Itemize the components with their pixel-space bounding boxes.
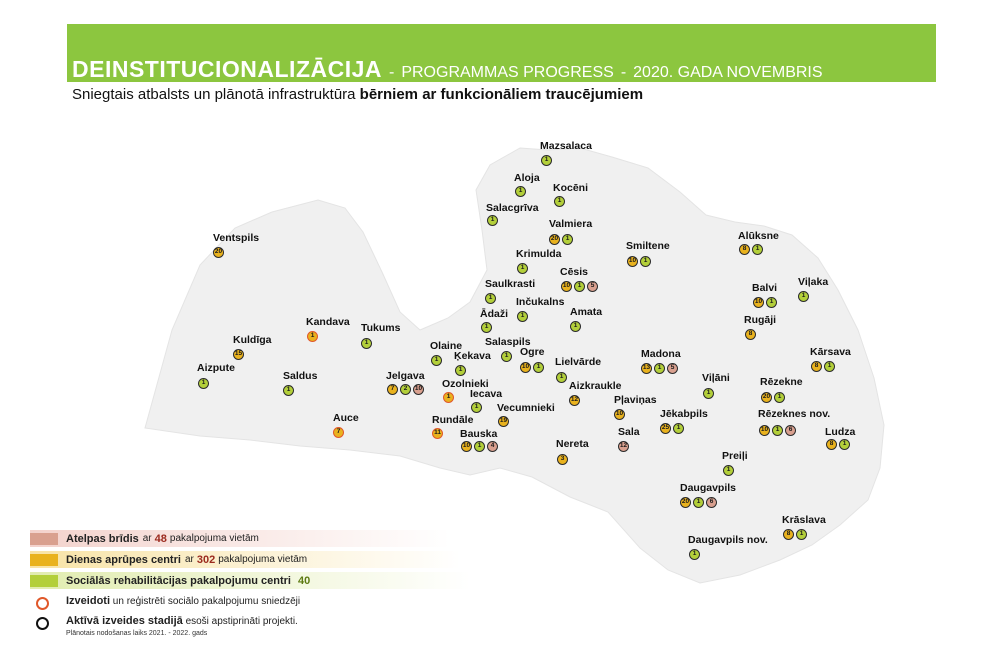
established-circle-icon	[36, 597, 49, 610]
legend-note: Plānotais nodošanas laiks 2021. - 2022. gads	[66, 630, 208, 637]
rehab-marker: 1	[541, 155, 552, 166]
legend-respite-swatch	[30, 533, 58, 545]
daycare-marker: 8	[739, 244, 750, 255]
legend-established	[66, 595, 300, 607]
rehab-marker: 1	[654, 363, 665, 374]
city-markers-aizpute	[198, 378, 209, 389]
rehab-marker: 1	[517, 311, 528, 322]
city-label-vilaka: Viļaka	[798, 276, 829, 288]
city-label-aluksne: Alūksne	[738, 230, 779, 242]
daycare-marker: 13	[641, 363, 652, 374]
respite-marker: 12	[618, 441, 629, 452]
city-markers-rugaji	[745, 329, 756, 340]
rehab-marker: 1	[723, 465, 734, 476]
city-label-ludza: Ludza	[825, 426, 856, 438]
city-label-jelgava: Jelgava	[386, 370, 425, 382]
rehab-marker: 1	[689, 549, 700, 560]
city-label-salaspils: Salaspils	[485, 336, 531, 348]
daycare-marker: 8	[783, 529, 794, 540]
daycare-marker: 20	[213, 247, 224, 258]
city-markers-kekava	[455, 365, 466, 376]
legend-active	[66, 615, 298, 627]
respite-marker: 5	[667, 363, 678, 374]
legend-respite-count: 48	[154, 532, 167, 545]
legend-rehab-count: 40	[297, 574, 311, 587]
city-markers-ventspils	[213, 247, 224, 258]
rehab-marker: 1	[839, 439, 850, 450]
respite-marker: 10	[413, 384, 424, 395]
subtitle-bold: bērniem ar funkcionāliem traucējumiem	[359, 86, 644, 103]
daycare-marker: 10	[753, 297, 764, 308]
city-label-aloja: Aloja	[514, 172, 540, 184]
rehab-marker: 2	[400, 384, 411, 395]
rehab-marker: 1	[798, 291, 809, 302]
city-markers-bauska	[461, 441, 498, 452]
city-label-plavinas: Pļaviņas	[614, 394, 657, 406]
rehab-marker: 1	[455, 365, 466, 376]
rehab-marker: 1	[533, 362, 544, 373]
rehab-marker: 1	[481, 322, 492, 333]
city-markers-valmiera	[549, 234, 573, 245]
city-markers-saldus	[283, 385, 294, 396]
respite-marker: 6	[706, 497, 717, 508]
legend-active-label: Aktīvā izveides stadijā	[66, 615, 183, 627]
city-label-saldus: Saldus	[283, 370, 318, 382]
city-markers-auce	[333, 427, 344, 438]
respite-marker: 4	[487, 441, 498, 452]
daycare-marker: 10	[759, 425, 770, 436]
rehab-marker: 1	[796, 529, 807, 540]
city-label-krimulda: Krimulda	[516, 248, 562, 260]
city-markers-koceni	[554, 196, 565, 207]
title-separator: -	[389, 64, 395, 81]
daycare-marker: 7	[387, 384, 398, 395]
city-markers-preili	[723, 465, 734, 476]
city-markers-tukums	[361, 338, 372, 349]
city-markers-salacgriva	[487, 215, 498, 226]
city-label-salacgriva: Salacgrīva	[486, 202, 539, 214]
city-label-vecumnieki: Vecumnieki	[497, 402, 555, 414]
city-label-ogre: Ogre	[520, 346, 545, 358]
legend-daycare-after: pakalpojuma vietām	[218, 554, 308, 565]
daycare-marker: 8	[811, 361, 822, 372]
city-label-kuldiga: Kuldīga	[233, 334, 272, 346]
city-markers-daugavpils	[680, 497, 717, 508]
city-label-adazi: Ādaži	[480, 308, 509, 320]
respite-marker: 6	[785, 425, 796, 436]
city-markers-rezekne	[761, 392, 785, 403]
daycare-marker: 8	[826, 439, 837, 450]
city-markers-balvi	[753, 297, 777, 308]
city-markers-daugavpils-nov	[689, 549, 700, 560]
legend-daycare-label: Dienas aprūpes centri	[66, 553, 181, 566]
city-label-bauska: Bauska	[460, 428, 498, 440]
title-date: 2020. GADA NOVEMBRIS	[633, 64, 823, 81]
city-markers-amata	[570, 321, 581, 332]
rehab-marker: 1	[283, 385, 294, 396]
city-markers-ogre	[520, 362, 544, 373]
daycare-marker: 11	[432, 428, 443, 439]
rehab-marker: 1	[474, 441, 485, 452]
daycare-marker: 10	[561, 281, 572, 292]
rehab-marker: 1	[673, 423, 684, 434]
rehab-marker: 1	[766, 297, 777, 308]
subtitle-plain: Sniegtais atbalsts un plānotā infrastruktūra	[72, 86, 356, 103]
city-markers-kandava	[307, 331, 318, 342]
legend-daycare-before: ar	[184, 554, 194, 565]
city-label-rundale: Rundāle	[432, 414, 474, 426]
city-markers-aluksne	[739, 244, 763, 255]
daycare-marker: 10	[520, 362, 531, 373]
city-markers-mazsalaca	[541, 155, 552, 166]
city-label-lielvarde: Lielvārde	[555, 356, 602, 368]
legend-established-label: Izveidoti	[66, 595, 111, 607]
city-label-ventspils: Ventspils	[213, 232, 260, 244]
city-label-jekabpils: Jēkabpils	[660, 408, 708, 420]
rehab-marker: 1	[752, 244, 763, 255]
city-label-balvi: Balvi	[752, 282, 778, 294]
city-markers-ludza	[826, 439, 850, 450]
title-main: DEINSTITUCIONALIZĀCIJA	[72, 56, 382, 82]
city-markers-aloja	[515, 186, 526, 197]
city-label-daugavpils: Daugavpils	[680, 482, 737, 494]
city-label-ozolnieki: Ozolnieki	[442, 378, 489, 390]
city-label-amata: Amata	[570, 306, 603, 318]
title-separator-2: -	[620, 64, 627, 81]
city-label-smiltene: Smiltene	[626, 240, 670, 252]
rehab-marker: 1	[554, 196, 565, 207]
city-label-incukalns: Inčukalns	[516, 296, 565, 308]
daycare-marker: 8	[745, 329, 756, 340]
city-label-aizpute: Aizpute	[197, 362, 235, 374]
city-label-daugavpils-nov: Daugavpils nov.	[688, 534, 768, 546]
daycare-marker: 10	[627, 256, 638, 267]
rehab-marker: 1	[772, 425, 783, 436]
city-markers-lielvarde	[556, 372, 567, 383]
rehab-marker: 1	[515, 186, 526, 197]
rehab-marker: 1	[556, 372, 567, 383]
city-markers-smiltene	[627, 256, 651, 267]
legend-respite	[30, 530, 259, 547]
city-markers-jekabpils	[660, 423, 684, 434]
city-markers-kuldiga	[233, 349, 244, 360]
daycare-marker: 25	[660, 423, 671, 434]
legend-rehab-label: Sociālās rehabilitācijas pakalpojumu centri	[66, 574, 291, 587]
city-markers-madona	[641, 363, 678, 374]
city-label-rezeknes-nov: Rēzeknes nov.	[758, 408, 831, 420]
rehab-marker: 1	[574, 281, 585, 292]
city-markers-sala	[618, 441, 629, 452]
rehab-marker: 1	[487, 215, 498, 226]
city-markers-krimulda	[517, 263, 528, 274]
daycare-marker: 1	[443, 392, 454, 403]
city-markers-adazi	[481, 322, 492, 333]
city-label-iecava: Iecava	[470, 388, 503, 400]
rehab-marker: 1	[693, 497, 704, 508]
city-label-nereta: Nereta	[556, 438, 589, 450]
city-label-rezekne: Rēzekne	[760, 376, 803, 388]
city-markers-nereta	[557, 454, 568, 465]
active-circle-icon	[36, 617, 49, 630]
city-label-olaine: Olaine	[430, 340, 463, 352]
rehab-marker: 1	[570, 321, 581, 332]
city-markers-vilani	[703, 388, 714, 399]
city-label-kandava: Kandava	[306, 316, 350, 328]
rehab-marker: 1	[501, 351, 512, 362]
city-markers-salaspils	[501, 351, 512, 362]
legend-respite-after: pakalpojuma vietām	[169, 533, 259, 544]
legend-respite-before: ar	[142, 533, 152, 544]
city-label-aizkraukle: Aizkraukle	[569, 380, 622, 392]
city-markers-rundale	[432, 428, 443, 439]
city-label-valmiera: Valmiera	[549, 218, 593, 230]
city-markers-incukalns	[517, 311, 528, 322]
daycare-marker: 20	[761, 392, 772, 403]
city-label-rugaji: Rugāji	[744, 314, 777, 326]
city-label-kraslava: Krāslava	[782, 514, 826, 526]
city-markers-ozolnieki	[443, 392, 454, 403]
city-label-preili: Preiļi	[722, 450, 748, 462]
city-markers-plavinas	[614, 409, 625, 420]
legend-rehab	[30, 572, 313, 589]
daycare-marker: 10	[461, 441, 472, 452]
respite-marker: 5	[587, 281, 598, 292]
city-label-auce: Auce	[333, 412, 359, 424]
city-markers-rezeknes-nov	[759, 425, 796, 436]
rehab-marker: 1	[198, 378, 209, 389]
city-label-cesis: Cēsis	[560, 266, 589, 278]
daycare-marker: 1	[307, 331, 318, 342]
legend-daycare	[30, 551, 307, 568]
daycare-marker: 7	[333, 427, 344, 438]
daycare-marker: 12	[569, 395, 580, 406]
rehab-marker: 1	[361, 338, 372, 349]
city-label-tukums: Tukums	[361, 322, 401, 334]
city-label-sala: Sala	[618, 426, 640, 438]
city-markers-iecava	[471, 402, 482, 413]
rehab-marker: 1	[471, 402, 482, 413]
rehab-marker: 1	[774, 392, 785, 403]
city-label-koceni: Kocēni	[553, 182, 589, 194]
rehab-marker: 1	[703, 388, 714, 399]
legend-respite-label: Atelpas brīdis	[66, 532, 139, 545]
city-markers-cesis	[561, 281, 598, 292]
legend-daycare-count: 302	[196, 553, 216, 566]
city-label-mazsalaca: Mazsalaca	[540, 140, 592, 152]
legend-daycare-swatch	[30, 554, 58, 566]
city-markers-vilaka	[798, 291, 809, 302]
rehab-marker: 1	[640, 256, 651, 267]
city-markers-aizkraukle	[569, 395, 580, 406]
city-markers-olaine	[431, 355, 442, 366]
city-markers-saulkrasti	[485, 293, 496, 304]
title-program: PROGRAMMAS PROGRESS	[401, 64, 614, 81]
rehab-marker: 1	[517, 263, 528, 274]
city-label-karsava: Kārsava	[810, 346, 851, 358]
daycare-marker: 15	[233, 349, 244, 360]
rehab-marker: 1	[431, 355, 442, 366]
daycare-marker: 20	[680, 497, 691, 508]
rehab-marker: 1	[562, 234, 573, 245]
rehab-marker: 1	[485, 293, 496, 304]
city-label-vilani: Viļāni	[702, 372, 730, 384]
city-markers-kraslava	[783, 529, 807, 540]
rehab-marker: 1	[824, 361, 835, 372]
daycare-marker: 3	[557, 454, 568, 465]
daycare-marker: 19	[498, 416, 509, 427]
city-markers-jelgava	[387, 384, 424, 395]
city-markers-karsava	[811, 361, 835, 372]
legend-active-text: esoši apstiprināti projekti.	[185, 616, 298, 627]
city-label-madona: Madona	[641, 348, 681, 360]
legend-established-text: un reģistrēti sociālo pakalpojumu sniedzēji	[112, 596, 301, 607]
daycare-marker: 20	[549, 234, 560, 245]
city-markers-vecumnieki	[498, 416, 509, 427]
city-label-saulkrasti: Saulkrasti	[485, 278, 536, 290]
city-label-kekava: Ķekava	[454, 350, 491, 362]
daycare-marker: 10	[614, 409, 625, 420]
legend-rehab-swatch	[30, 575, 58, 587]
